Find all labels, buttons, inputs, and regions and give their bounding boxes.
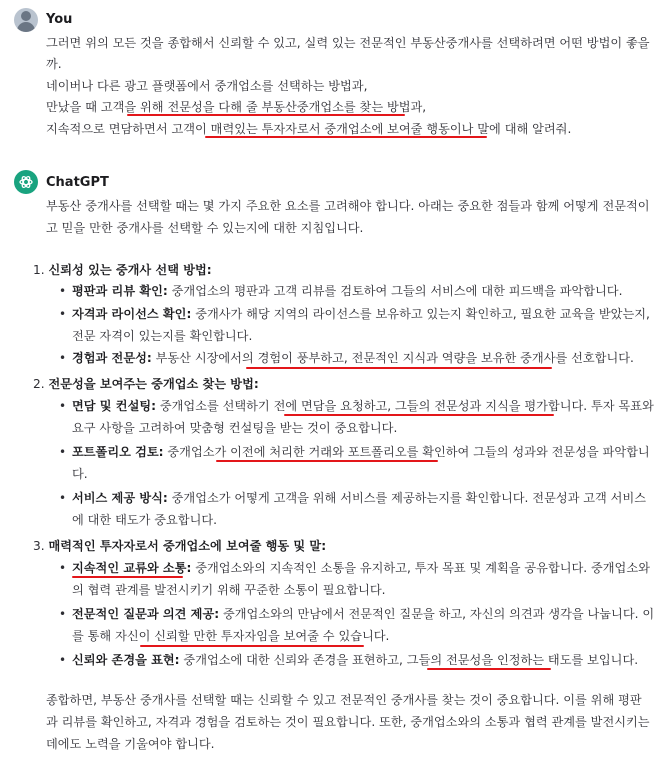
user-message-line: 네이버나 다른 광고 플랫폼에서 중개업소를 선택하는 방법과,: [46, 79, 368, 93]
annotation-underline: [72, 576, 183, 578]
list-item: 평판과 리뷰 확인: 중개업소의 평판과 고객 리뷰를 검토하여 그들의 서비스에 대한 피드백을 파악합니다.: [72, 284, 623, 298]
list-item: 자격과 라이선스 확인: 중개사가 해당 지역의 라이선스를 보유하고 있는지 확인하고, 필요한 교육을 받았는지,: [72, 307, 650, 321]
section-number: 2.: [33, 377, 45, 391]
annotation-underline: [205, 136, 487, 138]
user-message-line: 그러면 위의 모든 것을 종합해서 신뢰할 수 있고, 실력 있는 전문적인 부동산중개사를 선택하려면 어떤 방법이 좋을: [46, 36, 650, 50]
annotation-underline: [284, 414, 554, 416]
list-item-continuation: 를 통해 자신이 신뢰할 만한 투자자임을 보여줄 수 있습니다.: [72, 629, 390, 643]
bullet-icon: •: [59, 399, 67, 413]
list-item: 신뢰와 존경을 표현: 중개업소에 대한 신뢰와 존경을 표현하고, 그들의 전문성을 인정하는 태도를 보입니다.: [72, 653, 639, 667]
list-item: 면담 및 컨설팅: 중개업소를 선택하기 전에 면담을 요청하고, 그들의 전문성과 지식을 평가합니다. 투자 목표와: [72, 399, 654, 413]
item-label: 자격과 라이선스 확인:: [72, 307, 192, 321]
openai-logo-icon: [14, 170, 38, 194]
user-message-line: 지속적으로 면담하면서 고객이 매력있는 투자자로서 중개업소에 보여줄 행동이나 말에 대해 알려줘.: [46, 122, 572, 136]
bullet-icon: •: [59, 284, 67, 298]
bullet-icon: •: [59, 561, 67, 575]
item-label: 면담 및 컨설팅:: [72, 399, 156, 413]
user-message-line: 까.: [46, 57, 62, 71]
user-message-line: 만났을 때 고객을 위해 전문성을 다해 줄 부동산중개업소를 찾는 방법과,: [46, 100, 427, 114]
item-label: 평판과 리뷰 확인:: [72, 284, 168, 298]
summary-line: 과 리뷰를 확인하고, 자격과 경험을 검토하는 것이 필요합니다. 또한, 중개업소와의 소통과 협력 관계를 발전시키는: [46, 715, 650, 729]
assistant-intro-line: 고 믿을 만한 중개사를 선택할 수 있는지에 대한 지침입니다.: [46, 221, 364, 235]
section-heading: [33, 262, 212, 278]
section-title: 매력적인 투자자로서 중개업소에 보여줄 행동 및 말:: [48, 539, 327, 553]
annotation-underline: [427, 668, 551, 670]
bullet-icon: •: [59, 445, 67, 459]
item-label: 경험과 전문성:: [72, 351, 152, 365]
annotation-underline: [216, 460, 438, 462]
list-item-continuation: 에 대한 태도가 중요합니다.: [72, 513, 218, 527]
annotation-underline: [246, 367, 552, 369]
bullet-icon: •: [59, 351, 67, 365]
user-avatar-icon: [14, 8, 38, 32]
annotation-underline: [140, 645, 364, 647]
bullet-icon: •: [59, 653, 67, 667]
section-heading: [33, 376, 259, 392]
item-label: 지속적인 교류와 소통:: [72, 561, 192, 575]
list-item: 경험과 전문성: 부동산 시장에서의 경험이 풍부하고, 전문적인 지식과 역량을 보유한 중개사를 선호합니다.: [72, 351, 634, 365]
list-item-continuation: 요구 사항을 고려하여 맞춤형 컨설팅을 받는 것이 중요합니다.: [72, 421, 398, 435]
section-title: 신뢰성 있는 중개사 선택 방법:: [48, 263, 212, 277]
bullet-icon: •: [59, 307, 67, 321]
list-item: 포트폴리오 검토: 중개업소가 이전에 처리한 거래와 포트폴리오를 확인하여 그들의 성과와 전문성을 파악합니: [72, 445, 650, 459]
section-heading: [33, 538, 326, 554]
bullet-icon: •: [59, 607, 67, 621]
list-item: 전문적인 질문과 의견 제공: 중개업소와의 만남에서 전문적인 질문을 하고, 자신의 의견과 생각을 나눕니다. 이: [72, 607, 655, 621]
summary-line: 데에도 노력을 기울여야 합니다.: [46, 737, 215, 751]
list-item-continuation: 의 협력 관계를 발전시키기 위해 꾸준한 소통이 필요합니다.: [72, 583, 386, 597]
summary-line: 종합하면, 부동산 중개사를 선택할 때는 신뢰할 수 있고 전문적인 중개사를 찾는 것이 중요합니다. 이를 위해 평판: [46, 693, 642, 707]
section-number: 1.: [33, 263, 45, 277]
annotation-underline: [127, 114, 405, 116]
section-title: 전문성을 보여주는 중개업소 찾는 방법:: [48, 377, 259, 391]
assistant-intro-line: 부동산 중개사를 선택할 때는 몇 가지 주요한 요소를 고려해야 합니다. 아래는 중요한 점들과 함께 어떻게 전문적이: [46, 199, 650, 213]
list-item-continuation: 다.: [72, 467, 88, 481]
item-label: 전문적인 질문과 의견 제공:: [72, 607, 220, 621]
user-name: You: [46, 12, 73, 27]
item-label: 신뢰와 존경을 표현:: [72, 653, 180, 667]
assistant-name: ChatGPT: [46, 175, 109, 190]
item-label: 포트폴리오 검토:: [72, 445, 164, 459]
list-item: 서비스 제공 방식: 중개업소가 어떻게 고객을 위해 서비스를 제공하는지를 확인합니다. 전문성과 고객 서비스: [72, 491, 647, 505]
list-item-continuation: 전문 자격이 있는지를 확인합니다.: [72, 329, 253, 343]
item-label: 서비스 제공 방식:: [72, 491, 168, 505]
list-item: 지속적인 교류와 소통: 중개업소와의 지속적인 소통을 유지하고, 투자 목표 및 계획을 공유합니다. 중개업소와: [72, 561, 650, 575]
section-number: 3.: [33, 539, 45, 553]
bullet-icon: •: [59, 491, 67, 505]
